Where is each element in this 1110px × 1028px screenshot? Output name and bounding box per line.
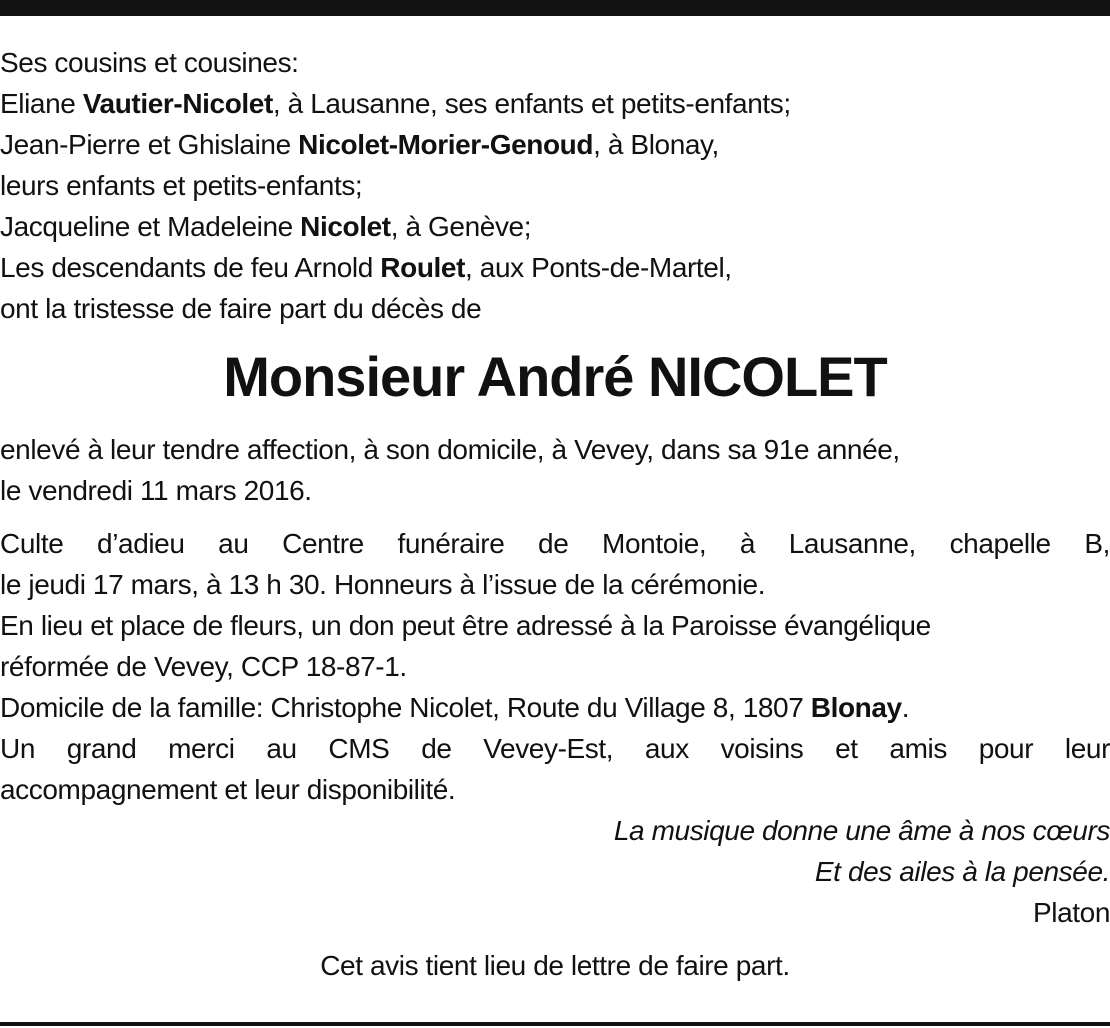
donation-line: réformée de Vevey, CCP 18-87-1. — [0, 651, 407, 682]
address-town: Blonay — [810, 692, 902, 723]
intro-line: ont la tristesse de faire part du décès de — [0, 293, 482, 324]
death-line: enlevé à leur tendre affection, à son domicile, à Vevey, dans sa 91e année, — [0, 434, 900, 465]
relative-name: Nicolet — [300, 211, 391, 242]
ceremony-line: le jeudi 17 mars, à 13 h 30. Honneurs à l’issue de la cérémonie. — [0, 569, 766, 600]
intro-line: Ses cousins et cousines: — [0, 47, 299, 78]
intro-line: Eliane Vautier-Nicolet, à Lausanne, ses enfants et petits-enfants; — [0, 88, 791, 119]
thanks-line: Un grand merci au CMS de Vevey-Est, aux voisins et amis pour leur — [0, 733, 1110, 764]
intro-line: Jean-Pierre et Ghislaine Nicolet-Morier-Genoud, à Blonay, — [0, 129, 719, 160]
intro-line: Jacqueline et Madeleine Nicolet, à Genève; — [0, 211, 532, 242]
relative-name: Roulet — [380, 252, 466, 283]
deceased-name-heading: Monsieur André NICOLET — [223, 345, 887, 408]
quote-line: Et des ailes à la pensée. — [814, 856, 1110, 887]
donation-line: En lieu et place de fleurs, un don peut être adressé à la Paroisse évangélique — [0, 610, 931, 641]
intro-line: Les descendants de feu Arnold Roulet, aux Ponts-de-Martel, — [0, 252, 732, 283]
death-line: le vendredi 11 mars 2016. — [0, 475, 312, 506]
quote-author: Platon — [1033, 897, 1110, 928]
relative-name: Nicolet-Morier-Genoud — [298, 129, 594, 160]
thanks-line: accompagnement et leur disponibilité. — [0, 774, 456, 805]
family-address-line: Domicile de la famille: Christophe Nicolet, Route du Village 8, 1807 Blonay. — [0, 692, 910, 723]
bottom-border-rule — [0, 1022, 1110, 1026]
top-border-rule — [0, 0, 1110, 16]
obituary-notice — [0, 42, 1110, 986]
intro-line: leurs enfants et petits-enfants; — [0, 170, 363, 201]
relative-name: Vautier-Nicolet — [82, 88, 273, 119]
quote-line: La musique donne une âme à nos cœurs — [613, 815, 1110, 846]
footer-note: Cet avis tient lieu de lettre de faire part. — [320, 950, 790, 981]
ceremony-line: Culte d’adieu au Centre funéraire de Montoie, à Lausanne, chapelle B, — [0, 528, 1110, 559]
